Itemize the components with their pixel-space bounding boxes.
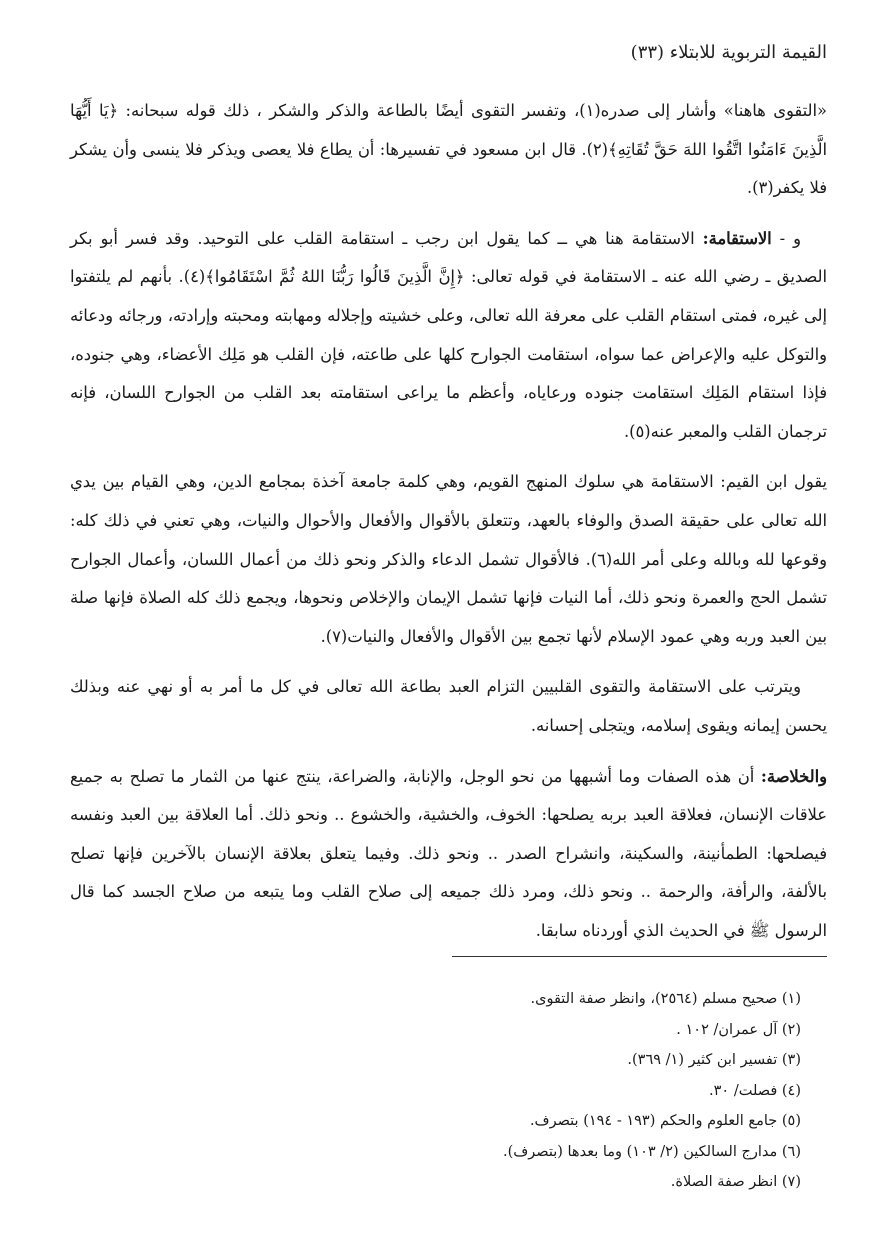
footnote-1: (١) صحيح مسلم (٢٥٦٤)، وانظر صفة التقوى. <box>530 991 801 1007</box>
footnote-4: (٤) فصلت/ ٣٠. <box>709 1082 801 1099</box>
footnote-separator <box>452 956 827 957</box>
section-prefix: و - <box>771 228 802 248</box>
paragraph-consequence: ويترتب على الاستقامة والتقوى القلبيين التزام العبد بطاعة الله تعالى في كل ما أمر به أو نهي عنه وبذلك يحسن إيمانه ويقوى إسلامه، ويتجلى إحسانه. <box>70 677 827 735</box>
footnote-6: (٦) مدارج السالكين (٢/ ١٠٣) وما بعدها (بتصرف). <box>502 1143 801 1160</box>
footnote-3: (٣) تفسير ابن كثير (١/ ٣٦٩). <box>627 1052 801 1068</box>
conclusion-text: أن هذه الصفات وما أشبهها من نحو الوجل، والإنابة، والضراعة، ينتج عنها من الثمار ما تصلح به جميع علاقات الإنسان، فعلاقة العبد بربه يصلحها: الخوف، والخشية، والخشوع .. ونحو ذلك. أما العلاقة بين العبد ونفسه فيصلحها: الطمأنينة، والسكينة، وانشراح الصدر .. ونحو ذلك. وفيما يتعلق بعلاقة الإنسان بالآخرين فإنها تصلح بالألفة، والرأفة، والرحمة .. ونحو ذلك، ومرد ذلك جميعه إلى صلاح القلب وما يتبعه من صلاح الجسد كما قال الرسول ﷺ في الحديث الذي أوردناه سابقا. <box>70 766 827 940</box>
paragraph-istiqama <box>70 220 827 452</box>
istiqama-text: الاستقامة هنا هي ــ كما يقول ابن رجب ـ استقامة القلب على التوحيد. وقد فسر أبو بكر الصديق ـ رضي الله عنه ـ الاستقامة في قوله تعالى: ﴿إِنَّ الَّذِينَ قَالُوا رَبُّنَا اللهُ ثُمَّ اسْتَقَامُوا﴾(٤). بأنهم لم يلتفتوا إلى غيره، فمتى استقام القلب على معرفة الله تعالى، وعلى خشيته وإجلاله ومهابته ومحبته وإرادته، ورجائه ودعائه والتوكل عليه والإعراض عما سواه، استقامت الجوارح كلها على طاعته، فإن القلب هو مَلِك الأعضاء، وهي جنوده، فإذا استقام المَلِك استقامت جنوده ورعاياه، وأعظم ما يراعى استقامته بعد القلب من الجوارح اللسان، فإنه ترجمان القلب والمعبر عنه(٥). <box>70 228 828 441</box>
paragraph-taqwa: «التقوى هاهنا» وأشار إلى صدره(١)، وتفسر التقوى أيضًا بالطاعة والذكر والشكر ، ذلك قوله سبحانه: ﴿يَا أَيُّهَا الَّذِينَ ءَامَنُوا اتَّقُوا اللهَ حَقَّ تُقَاتِهِ﴾(٢). قال ابن مسعود في تفسيرها: أن يطاع فلا يعصى ويذكر فلا ينسى وأن يشكر فلا يكفر(٣). <box>70 101 827 198</box>
footnotes <box>120 984 801 1198</box>
section-term-istiqama: الاستقامة: <box>702 228 772 248</box>
running-header: القيمة التربوية للابتلاء (٣٣) <box>630 42 827 63</box>
footnote-2: (٢) آل عمران/ ١٠٢ . <box>676 1021 801 1038</box>
paragraph-conclusion <box>70 758 827 951</box>
section-term-conclusion: والخلاصة: <box>760 766 827 786</box>
paragraph-ibn-alqayyim: يقول ابن القيم: الاستقامة هي سلوك المنهج القويم، وهي كلمة جامعة آخذة بمجامع الدين، وهي القيام بين يدي الله تعالى على حقيقة الصدق والوفاء بالعهد، وتتعلق بالأقوال والأفعال والأحوال والنيات، وهي تعني في ذلك كله: وقوعها لله وبالله وعلى أمر الله(٦). فالأقوال تشمل الدعاء والذكر ونحو ذلك من أعمال اللسان، وأعمال الجوارح تشمل الحج والعمرة ونحو ذلك، أما النيات فإنها تشمل الإيمان والإخلاص ونحوها، ويجمع ذلك كله الصلاة فإنها صلة بين العبد وربه وهي عمود الإسلام لأنها تجمع بين الأقوال والأفعال والنيات(٧). <box>70 472 827 646</box>
main-text <box>70 92 827 950</box>
footnote-5: (٥) جامع العلوم والحكم (١٩٣ - ١٩٤) بتصرف. <box>529 1113 801 1129</box>
footnote-7: (٧) انظر صفة الصلاة. <box>670 1174 801 1190</box>
